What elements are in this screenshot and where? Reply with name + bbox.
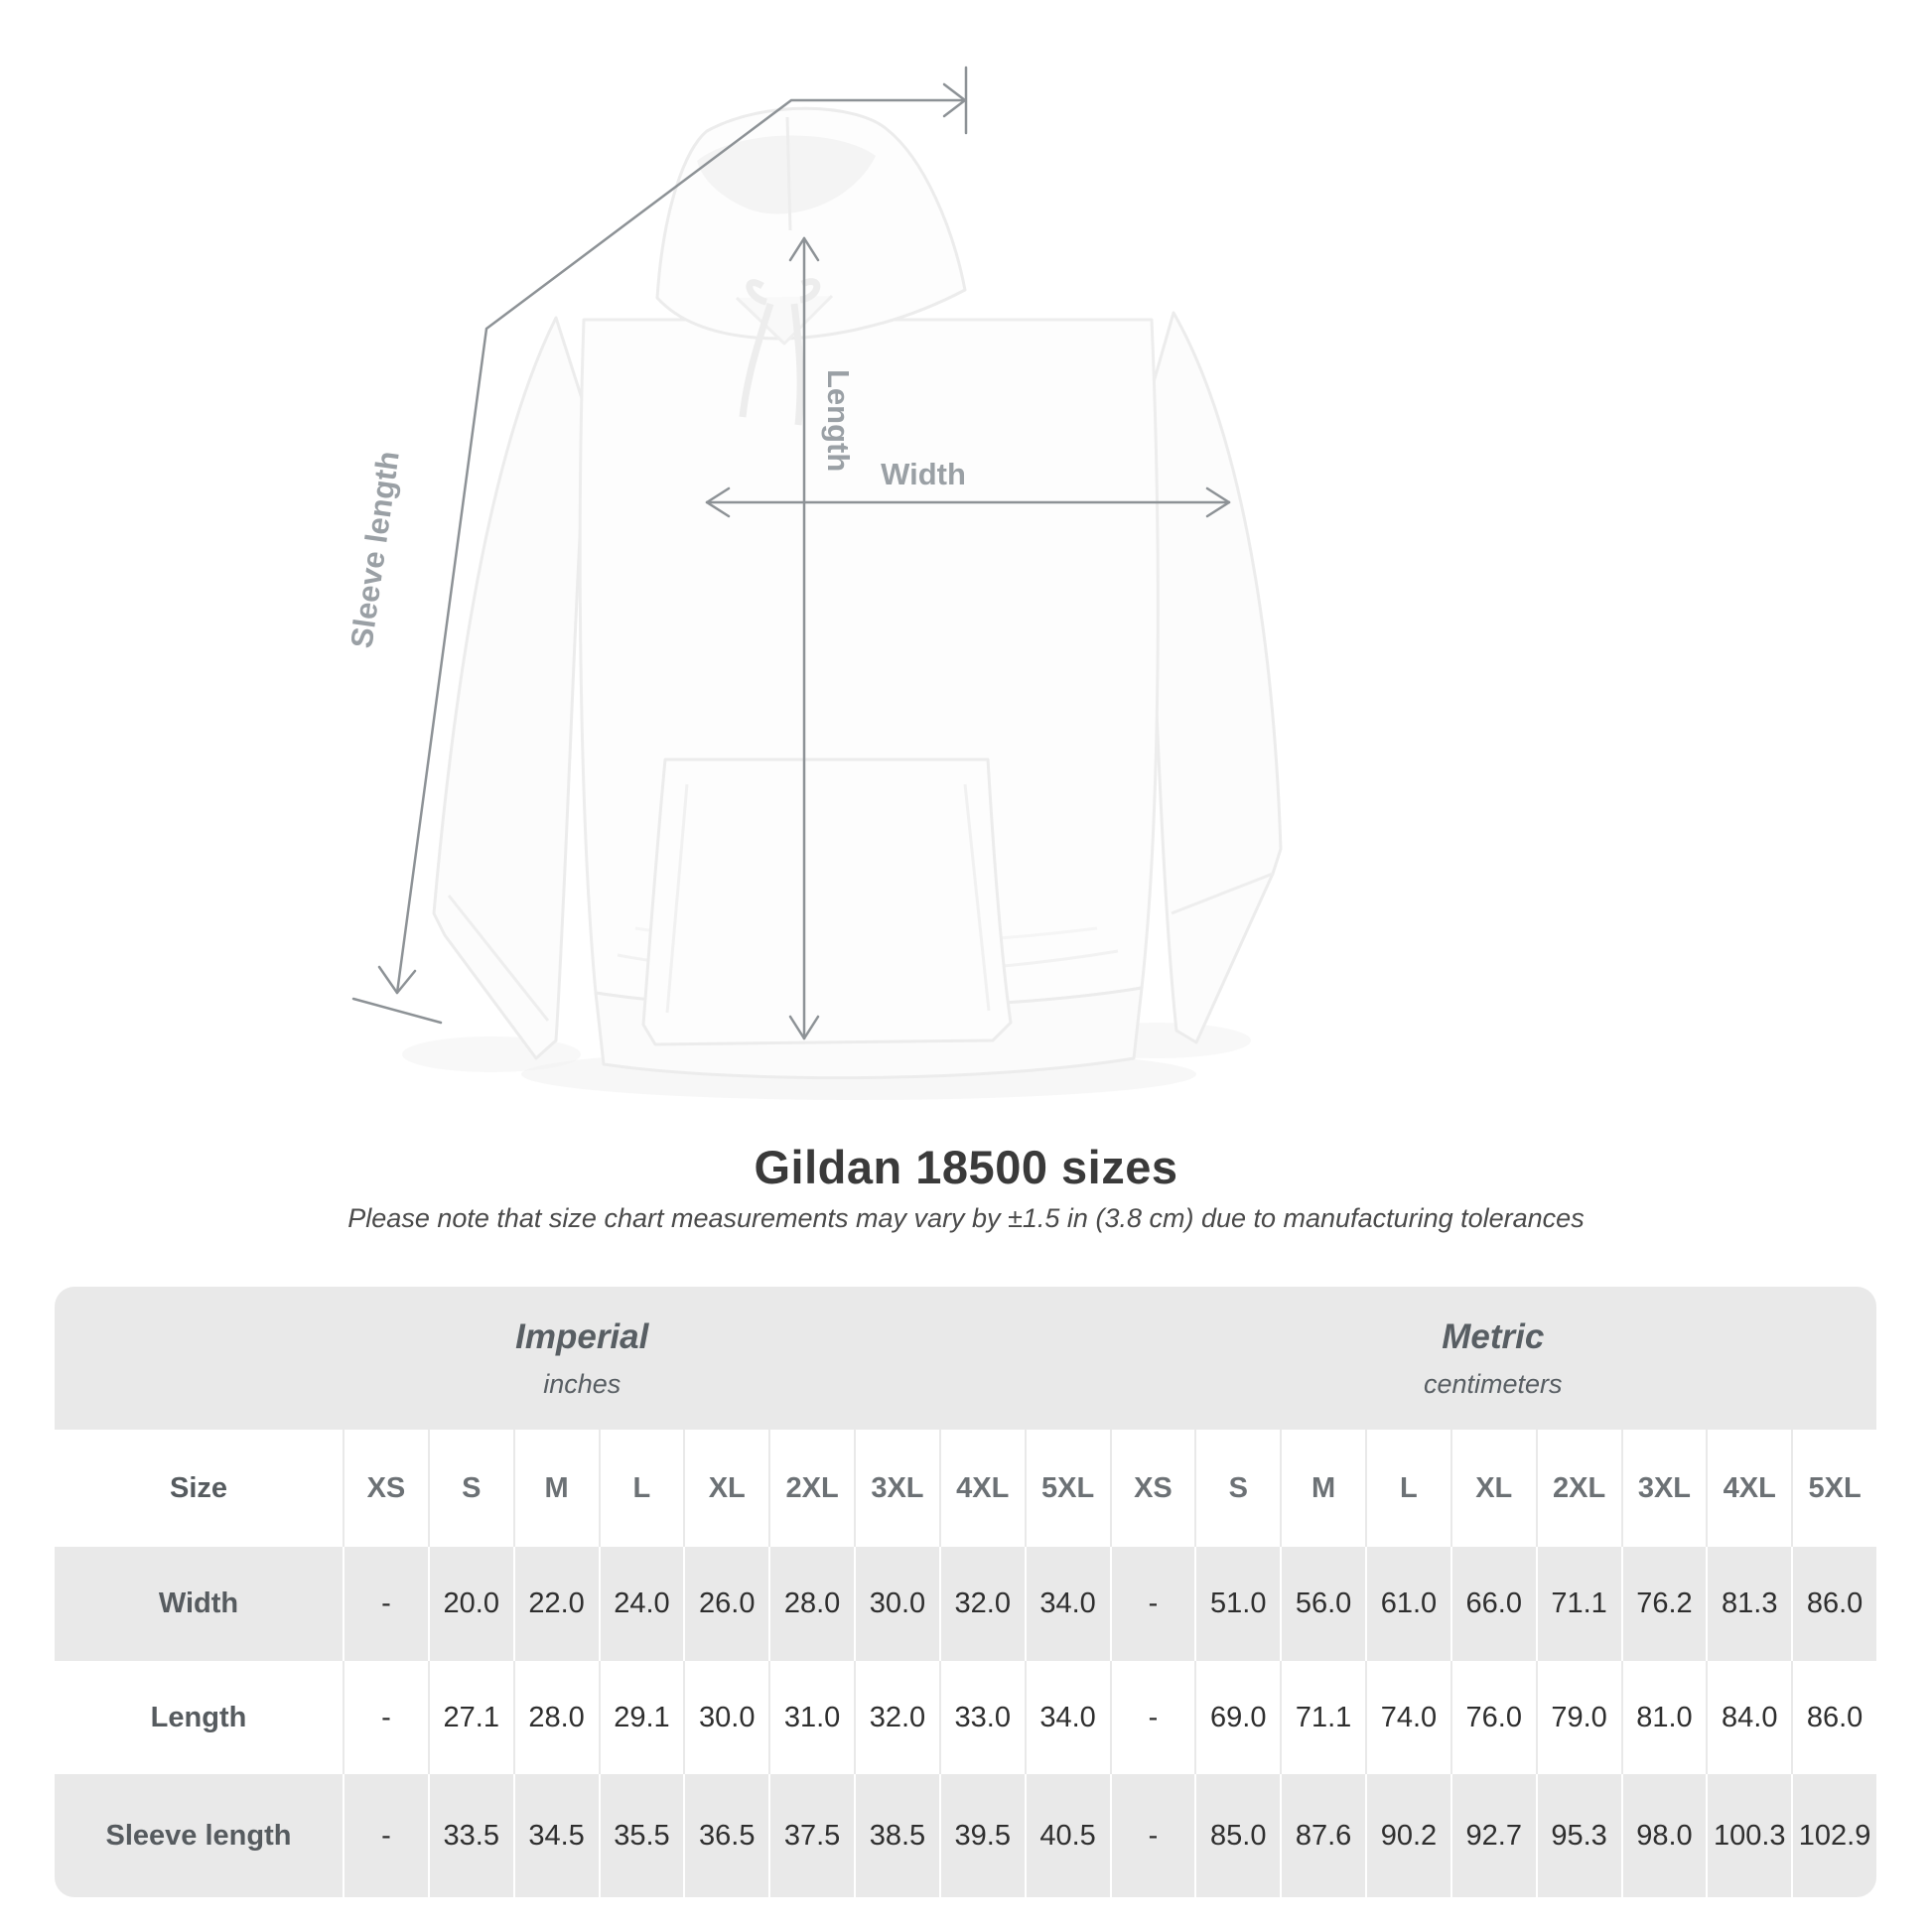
hoodie-pocket: [643, 759, 1011, 1044]
row-sleeve-metric: [1110, 1774, 1877, 1897]
size-header-label: Size: [169, 1471, 228, 1504]
table-cell: 37.5: [768, 1774, 854, 1897]
table-cell: 71.1: [1280, 1661, 1365, 1774]
table-cell: 92.7: [1450, 1774, 1536, 1897]
table-cell: 76.2: [1621, 1547, 1707, 1661]
table-cell: 26.0: [683, 1547, 768, 1661]
table-cell: 51.0: [1194, 1547, 1280, 1661]
size-header-row: [55, 1430, 1876, 1547]
table-cell: 61.0: [1365, 1547, 1450, 1661]
table-cell: 33.0: [939, 1661, 1025, 1774]
table-cell: XL: [683, 1430, 768, 1547]
table-cell: S: [428, 1430, 513, 1547]
table-cell: 79.0: [1536, 1661, 1621, 1774]
table-cell: 32.0: [939, 1547, 1025, 1661]
table-cell: L: [599, 1430, 684, 1547]
table-cell: 30.0: [683, 1661, 768, 1774]
size-table: [55, 1287, 1876, 1897]
row-length-imperial: [343, 1661, 1110, 1774]
table-cell: 4XL: [1706, 1430, 1791, 1547]
table-cell: 5XL: [1791, 1430, 1876, 1547]
table-cell: 98.0: [1621, 1774, 1707, 1897]
table-cell: 24.0: [599, 1547, 684, 1661]
unit-group-metric: [1110, 1287, 1877, 1430]
row-sleeve-imperial: [343, 1774, 1110, 1897]
table-cell: 30.0: [854, 1547, 939, 1661]
table-cell: 4XL: [939, 1430, 1025, 1547]
table-cell: 28.0: [768, 1547, 854, 1661]
table-cell: 102.9: [1791, 1774, 1876, 1897]
row-label: Length: [150, 1701, 247, 1733]
page-title: Gildan 18500 sizes: [754, 1141, 1178, 1193]
table-cell: 2XL: [1536, 1430, 1621, 1547]
table-cell: 3XL: [854, 1430, 939, 1547]
unit-group-unit: inches: [543, 1368, 621, 1399]
table-cell: XL: [1450, 1430, 1536, 1547]
table-cell: 34.0: [1025, 1661, 1110, 1774]
table-row-width: [55, 1547, 1876, 1661]
sleeve-length-label: Sleeve length: [344, 449, 406, 650]
unit-group-unit: centimeters: [1423, 1368, 1563, 1399]
length-label: Length: [821, 369, 856, 473]
tolerance-note: Please note that size chart measurements may vary by ±1.5 in (3.8 cm) due to manufacturing tolerances: [347, 1203, 1585, 1233]
table-cell: 27.1: [428, 1661, 513, 1774]
table-cell: -: [343, 1661, 428, 1774]
table-cell: 31.0: [768, 1661, 854, 1774]
table-cell: 66.0: [1450, 1547, 1536, 1661]
table-cell: 5XL: [1025, 1430, 1110, 1547]
hoodie-illustration: [434, 108, 1281, 1077]
table-cell: 38.5: [854, 1774, 939, 1897]
table-cell: S: [1194, 1430, 1280, 1547]
table-cell: XS: [343, 1430, 428, 1547]
unit-group-name: Metric: [1442, 1316, 1545, 1356]
table-cell: 28.0: [513, 1661, 599, 1774]
table-cell: XS: [1110, 1430, 1195, 1547]
unit-header-row: [55, 1287, 1876, 1430]
table-cell: 69.0: [1194, 1661, 1280, 1774]
unit-group-imperial: [55, 1287, 1110, 1430]
table-cell: 40.5: [1025, 1774, 1110, 1897]
width-label: Width: [881, 457, 966, 491]
table-cell: 81.3: [1706, 1547, 1791, 1661]
table-cell: -: [1110, 1774, 1195, 1897]
table-cell: 36.5: [683, 1774, 768, 1897]
table-cell: 35.5: [599, 1774, 684, 1897]
table-cell: 56.0: [1280, 1547, 1365, 1661]
table-row-length: [55, 1661, 1876, 1774]
table-cell: 95.3: [1536, 1774, 1621, 1897]
size-header-imperial: [343, 1430, 1110, 1547]
table-cell: 29.1: [599, 1661, 684, 1774]
table-cell: 34.5: [513, 1774, 599, 1897]
table-cell: 3XL: [1621, 1430, 1707, 1547]
table-cell: 84.0: [1706, 1661, 1791, 1774]
row-length-metric: [1110, 1661, 1877, 1774]
table-cell: 86.0: [1791, 1661, 1876, 1774]
table-cell: 71.1: [1536, 1547, 1621, 1661]
table-cell: 90.2: [1365, 1774, 1450, 1897]
table-cell: M: [513, 1430, 599, 1547]
table-cell: 85.0: [1194, 1774, 1280, 1897]
table-cell: 22.0: [513, 1547, 599, 1661]
row-width-metric: [1110, 1547, 1877, 1661]
table-cell: 39.5: [939, 1774, 1025, 1897]
size-header-metric: [1110, 1430, 1877, 1547]
table-cell: 81.0: [1621, 1661, 1707, 1774]
table-cell: 87.6: [1280, 1774, 1365, 1897]
table-cell: M: [1280, 1430, 1365, 1547]
table-row-sleeve-length: [55, 1774, 1876, 1897]
table-cell: -: [1110, 1547, 1195, 1661]
table-cell: 74.0: [1365, 1661, 1450, 1774]
hoodie-left-sleeve: [434, 318, 588, 1058]
unit-group-name: Imperial: [515, 1316, 649, 1356]
table-cell: 76.0: [1450, 1661, 1536, 1774]
row-label: Width: [158, 1587, 239, 1619]
table-cell: L: [1365, 1430, 1450, 1547]
table-cell: 2XL: [768, 1430, 854, 1547]
table-cell: 32.0: [854, 1661, 939, 1774]
table-cell: 34.0: [1025, 1547, 1110, 1661]
table-cell: 86.0: [1791, 1547, 1876, 1661]
row-label: Sleeve length: [105, 1819, 292, 1852]
table-cell: 100.3: [1706, 1774, 1791, 1897]
table-cell: -: [343, 1547, 428, 1661]
table-cell: 20.0: [428, 1547, 513, 1661]
hoodie-right-sleeve: [1144, 313, 1281, 1042]
table-cell: -: [343, 1774, 428, 1897]
table-cell: 33.5: [428, 1774, 513, 1897]
row-width-imperial: [343, 1547, 1110, 1661]
table-cell: -: [1110, 1661, 1195, 1774]
